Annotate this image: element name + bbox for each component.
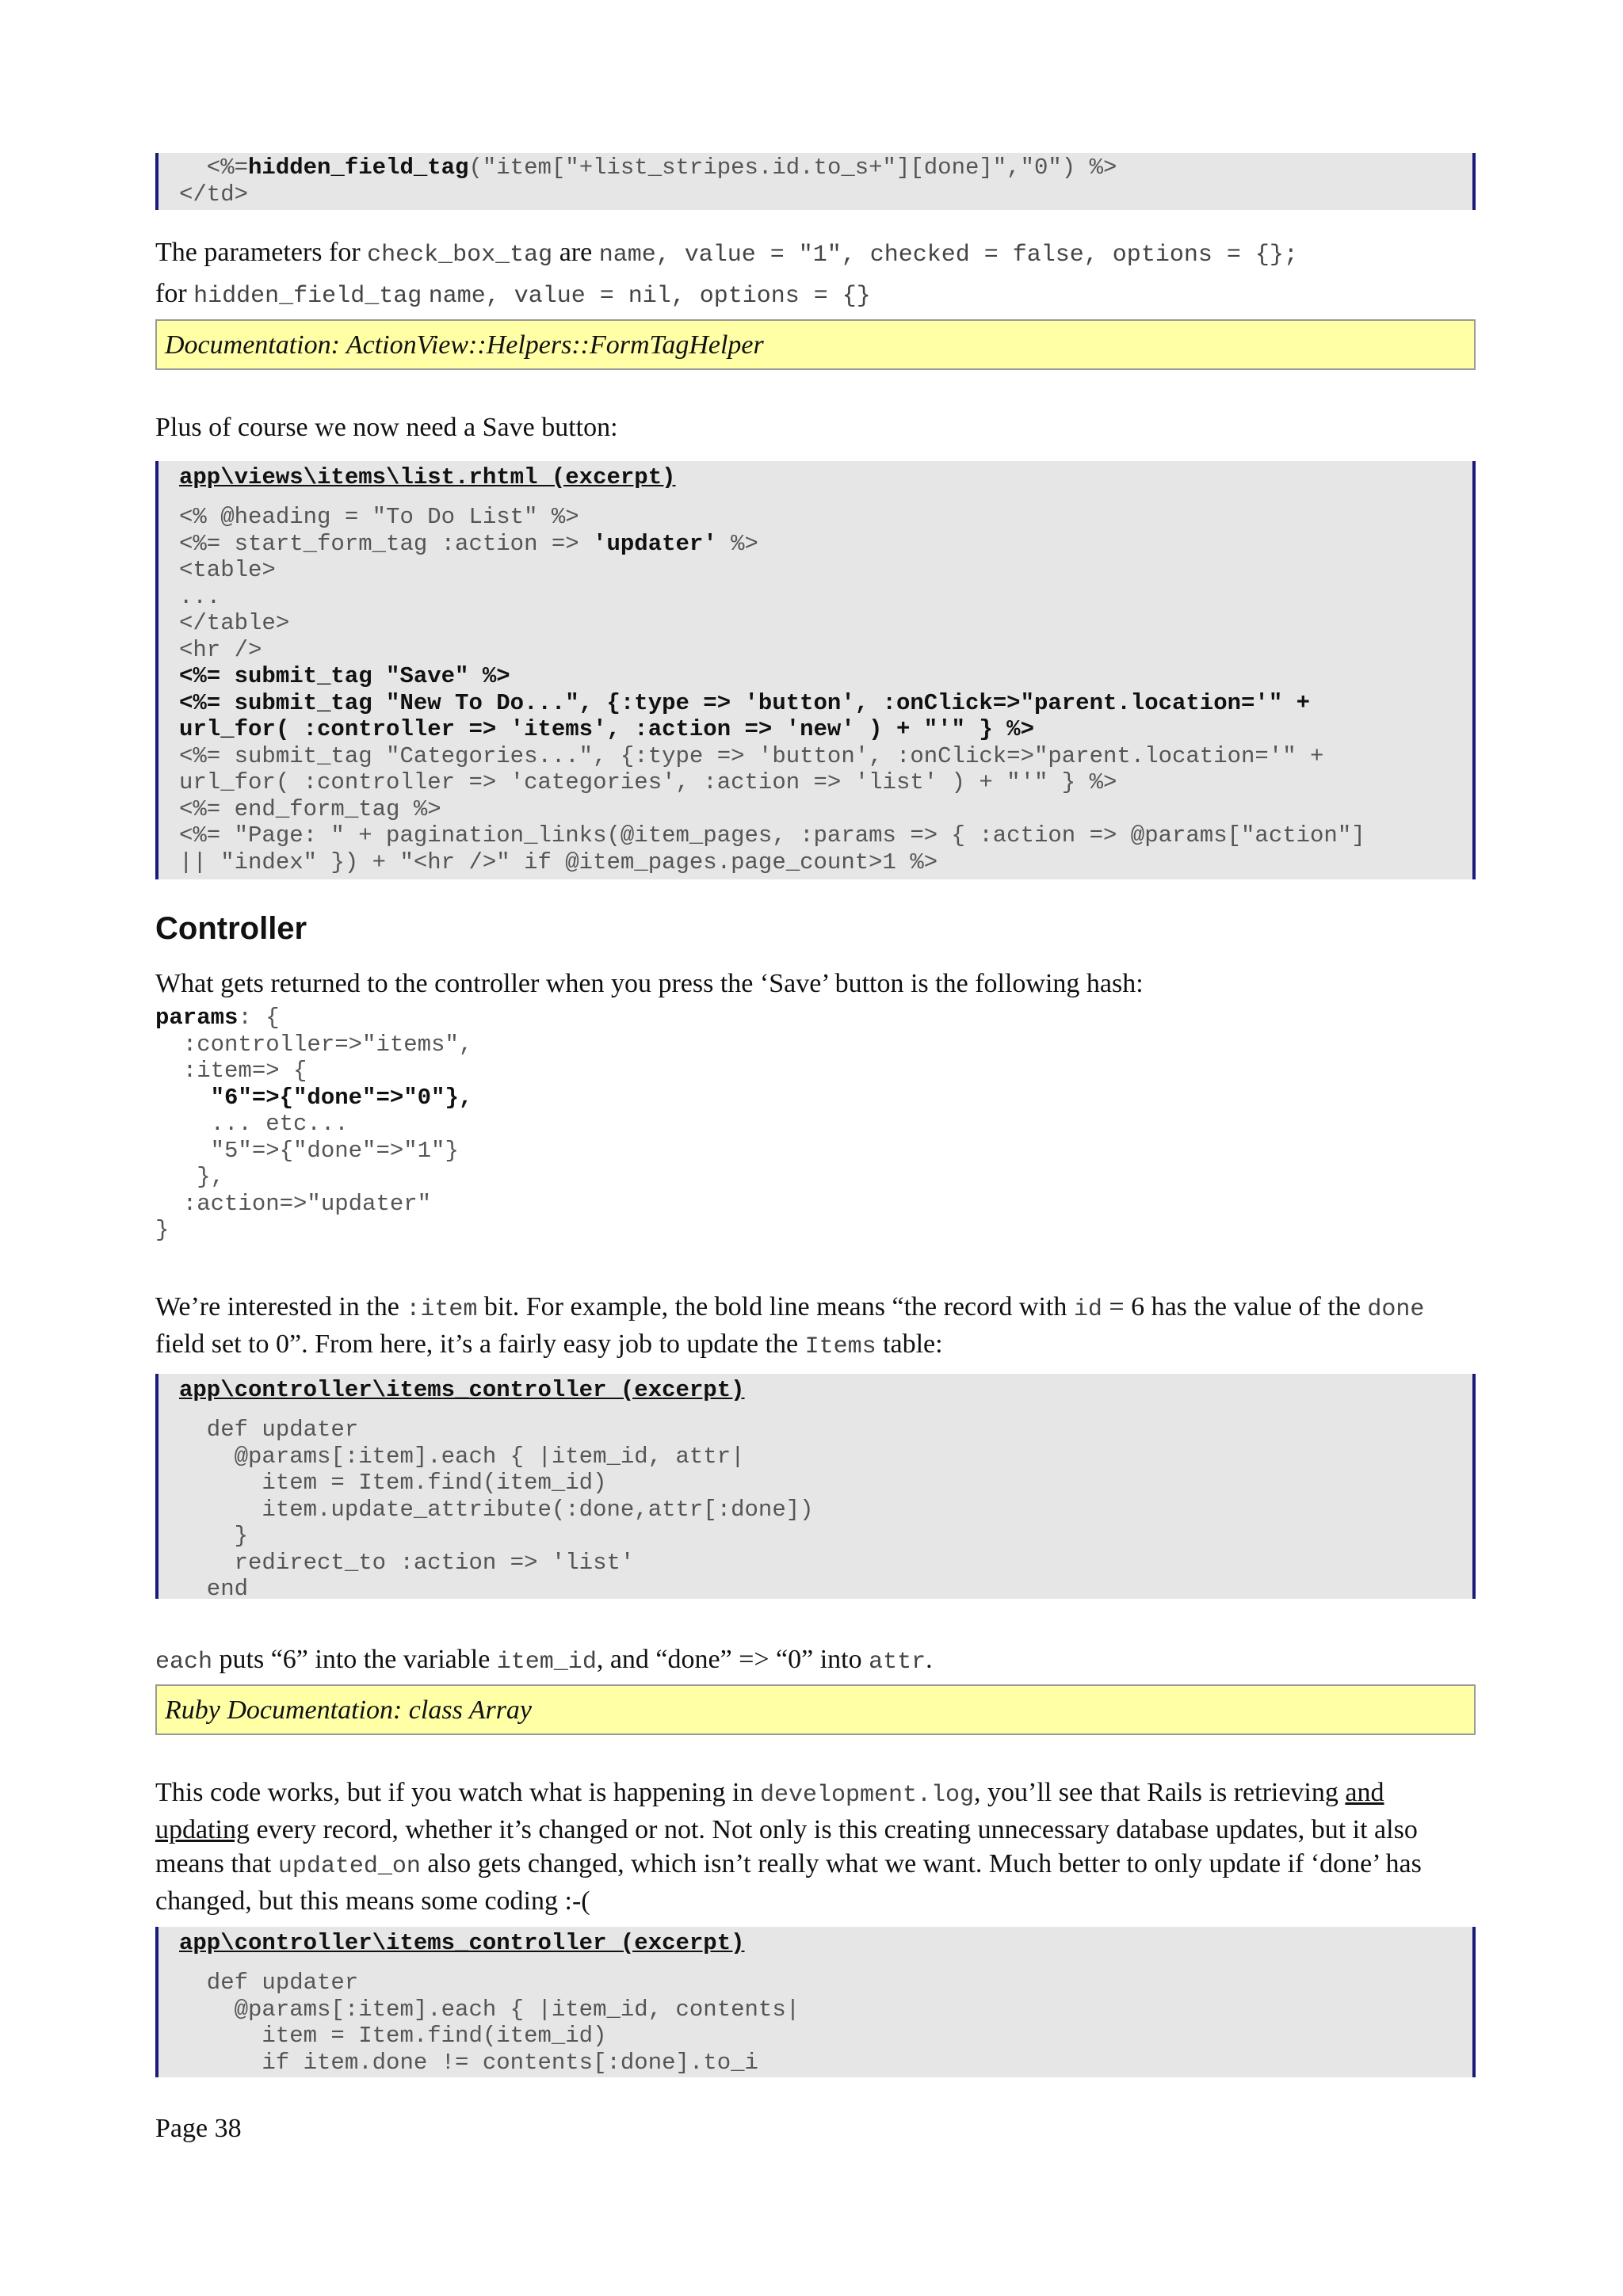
- each-explanation-paragraph: each puts “6” into the variable item_id, and “done” => “0” into attr.: [155, 1645, 933, 1676]
- code-block-title: app\views\items\list.rhtml (excerpt): [179, 464, 676, 490]
- parameters-paragraph: The parameters for check_box_tag are name, value = "1", checked = false, options = {};: [155, 238, 1298, 269]
- section-heading-controller: Controller: [155, 911, 307, 946]
- documentation-note-formtaghelper: Documentation: ActionView::Helpers::FormTagHelper: [155, 319, 1476, 370]
- code-lines: <%=hidden_field_tag("item["+list_stripes.id.to_s+"][done]","0") %> </td>: [179, 154, 1117, 208]
- controller-intro-text: What gets returned to the controller when you press the ‘Save’ button is the following hash:: [155, 969, 1144, 998]
- code-block-list-rhtml: [155, 461, 1476, 879]
- code-block-items-controller-1: [155, 1374, 1476, 1602]
- item-explanation-paragraph: We’re interested in the :item bit. For example, the bold line means “the record with id = 6 has the value of the done field set to 0”. From here, it’s a fairly easy job to update the Items table:: [155, 1292, 1425, 1360]
- params-hash: params: { :controller=>"items", :item=> { "6"=>{"done"=>"0"}, ... etc... "5"=>{"done"=>"1"} }, :action=>"updater" }: [155, 1005, 473, 1243]
- code-block-title: app\controller\items_controller (excerpt): [179, 1377, 745, 1403]
- code-block-hidden-field: [155, 153, 1476, 210]
- save-intro-text: Plus of course we now need a Save button:: [155, 413, 618, 442]
- log-explanation-paragraph: This code works, but if you watch what is happening in development.log, you’ll see that Rails is retrieving and updating every record, whether it’s changed or not. Not only is this creating unnecessary database updates, but it also means that updated_on also gets changed, which isn’t really what we want. Much better to only update if ‘done’ has changed, but this means some coding :-(: [155, 1778, 1422, 1916]
- code-lines: <% @heading = "To Do List" %> <%= start_form_tag :action => 'updater' %> <table> ... </table> <hr /> <%= submit_tag "Save" %> <%= submit_tag "New To Do...", {:type => 'button', :onClick=>"parent.location='" + url_for( :controller => 'items', :action => 'new' ) + "'" } %> <%= submit_tag "Categories...", {:type => 'button', :onClick=>"parent.location='" + url_for( :controller => 'categories', :action => 'list' ) + "'" } %> <%= end_form_tag %> <%= "Page: " + pagination_links(@item_pages, :params => { :action => @params["action"] || "index" }) + "<hr />" if @item_pages.page_count>1 %>: [179, 504, 1365, 875]
- code-lines: def updater @params[:item].each { |item_id, attr| item = Item.find(item_id) item.update_attribute(:done,attr[:done]) } redirect_to :action => 'list' end: [179, 1417, 814, 1602]
- parameters-paragraph-2: for hidden_field_tag name, value = nil, options = {}: [155, 279, 871, 310]
- code-block-title: app\controller\items_controller (excerpt): [179, 1930, 745, 1956]
- page-number: Page 38: [155, 2114, 242, 2143]
- code-block-items-controller-2: [155, 1927, 1476, 2077]
- documentation-note-ruby-array: Ruby Documentation: class Array: [155, 1684, 1476, 1735]
- code-lines: def updater @params[:item].each { |item_id, contents| item = Item.find(item_id) if item.done != contents[:done].to_i: [179, 1970, 800, 2076]
